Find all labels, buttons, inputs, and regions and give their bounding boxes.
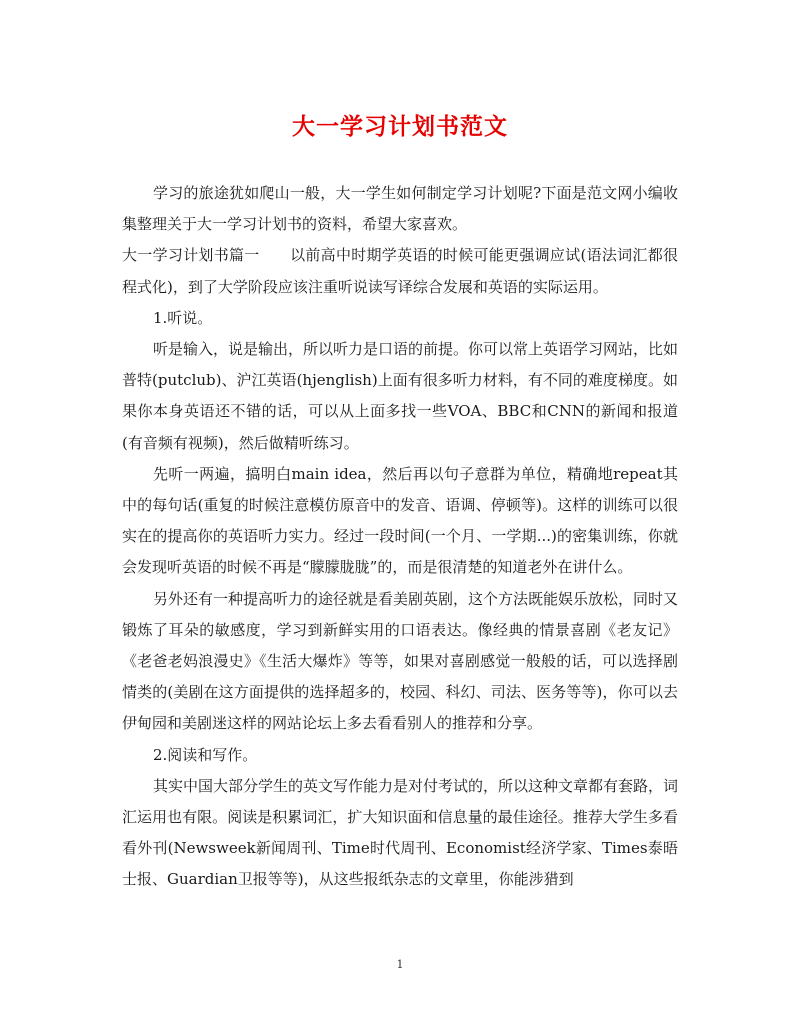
heading-listening-speaking: 1.听说。: [153, 308, 213, 327]
paragraph-tv-shows: 另外还有一种提高听力的途径就是看美剧英剧，这个方法既能娱乐放松，同时又锻炼了耳朵的敏感度，学习到新鲜实用的口语表达。像经典的情景喜剧《老友记》《老爸老妈浪漫史》《生活大爆炸》等等，如果对喜剧感觉一般般的话，可以选择剧情类的(美剧在这方面提供的选择超多的，校园、科幻、司法、医务等等)，你可以去伊甸园和美剧迷这样的网站论坛上多去看看别人的推荐和分享。: [122, 589, 679, 733]
paragraph-section-one: 大一学习计划书篇一 以前高中时期学英语的时候可能更强调应试(语法词汇都很程式化)，到了大学阶段应该注重听说读写译综合发展和英语的实际运用。: [122, 246, 678, 296]
document-body: [122, 178, 678, 896]
document-title: 大一学习计划书范文: [292, 114, 508, 140]
heading-reading-writing: 2.阅读和写作。: [153, 745, 258, 764]
paragraph-reading: 其实中国大部分学生的英文写作能力是对付考试的，所以这种文章都有套路，词汇运用也有限。阅读是积累词汇，扩大知识面和信息量的最佳途径。推荐大学生多看看外刊(Newsweek新闻周刊、Time时代周刊、Economist经济学家、Times泰晤士报、Guardian卫报等等)，从这些报纸杂志的文章里，你能涉猎到: [122, 776, 679, 889]
page-number: 1: [396, 958, 404, 971]
paragraph-practice: 先听一两遍，搞明白main idea，然后再以句子意群为单位，精确地repeat其中的每句话(重复的时候注意模仿原音中的发音、语调、停顿等)。这样的训练可以很实在的提高你的英语听力实力。经过一段时间(一个月、一学期...)的密集训练，你就会发现听英语的时候不再是“朦朦胧胧”的，而是很清楚的知道老外在讲什么。: [122, 464, 678, 577]
paragraph-intro: 学习的旅途犹如爬山一般，大一学生如何制定学习计划呢?下面是范文网小编收集整理关于大一学习计划书的资料，希望大家喜欢。: [122, 184, 678, 234]
paragraph-listening: 听是输入，说是输出，所以听力是口语的前提。你可以常上英语学习网站，比如普特(putclub)、沪江英语(hjenglish)上面有很多听力材料，有不同的难度梯度。如果你本身英语还不错的话，可以从上面多找一些VOA、BBC和CNN的新闻和报道(有音频有视频)，然后做精听练习。: [122, 340, 679, 452]
